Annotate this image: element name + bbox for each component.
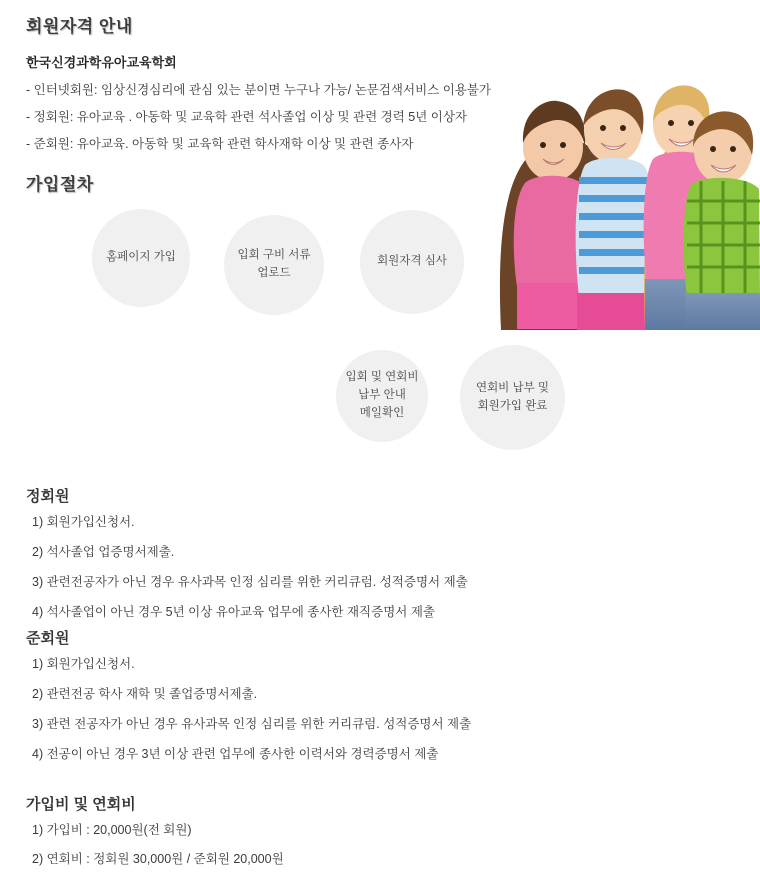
list-item: 2) 석사졸업 업증명서제출. (32, 545, 175, 559)
process-step-circle (360, 210, 464, 314)
list-item: 4) 전공이 아닌 경우 3년 이상 관련 업무에 종사한 이력서와 경력증명서 제출 (32, 747, 439, 761)
list-item: 1) 회원가입신청서. (32, 515, 135, 529)
list-item: 2) 연회비 : 정회원 30,000원 / 준회원 20,000원 (32, 852, 284, 866)
process-step-label: 입회 구비 서류 업로드 (237, 249, 311, 279)
process-step-label: 회원자격 심사 (377, 255, 447, 268)
process-step-circle (92, 209, 190, 307)
section-title-regular-member: 정회원 (26, 488, 70, 505)
process-step-label: 입회 및 연회비 납부 안내 메일확인 (345, 371, 419, 419)
section-title-fees: 가입비 및 연회비 (26, 796, 136, 813)
section-title-process: 가입절차 (26, 175, 94, 194)
regular-member-list (32, 512, 468, 632)
process-step-circle (336, 350, 428, 442)
list-item: 2) 관련전공 학사 재학 및 졸업증명서제출. (32, 687, 258, 701)
intro-line: - 정회원: 유아교육 . 아동학 및 교육학 관련 석사졸업 이상 및 관련 경력 5년 이상자 (26, 110, 468, 124)
list-item: 3) 관련전공자가 아닌 경우 유사과목 인정 심리를 위한 커리큐럼. 성적증명서 제출 (32, 575, 468, 589)
list-item: 3) 관련 전공자가 아닌 경우 유사과목 인정 심리를 위한 커리큐럼. 성적증명서 제출 (32, 717, 472, 731)
organization-name: 한국신경과학유아교육학회 (26, 55, 177, 70)
children-photo-graphic (495, 55, 760, 330)
children-photo (495, 55, 760, 330)
list-item: 1) 회원가입신청서. (32, 657, 135, 671)
process-step-circle (460, 345, 565, 450)
list-item: 1) 가입비 : 20,000원(전 회원) (32, 823, 192, 837)
process-step-circle (224, 215, 324, 315)
intro-line: - 준회원: 유아교육. 아동학 및 교육학 관련 학사재학 이상 및 관련 종사자 (26, 137, 414, 151)
process-step-label: 홈페이지 가입 (106, 251, 176, 264)
intro-line: - 인터넷회원: 임상신경심리에 관심 있는 분이면 누구나 가능/ 논문검색서비스 이용불가 (26, 83, 491, 97)
page-title-membership: 회원자격 안내 (26, 17, 133, 36)
process-step-label: 연회비 납부 및 회원가입 완료 (475, 381, 550, 412)
section-title-associate-member: 준회원 (26, 630, 70, 647)
list-item: 4) 석사졸업이 아닌 경우 5년 이상 유아교육 업무에 종사한 재직증명서 제출 (32, 605, 435, 619)
associate-member-list (32, 654, 471, 774)
fees-list (32, 820, 284, 878)
